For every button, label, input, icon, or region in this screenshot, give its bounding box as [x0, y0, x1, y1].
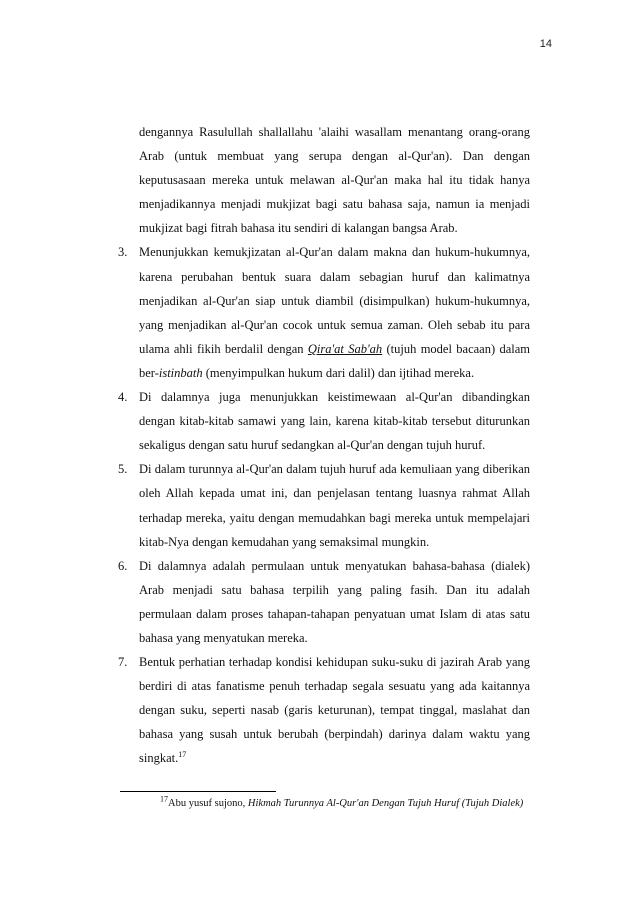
- page-number: 14: [539, 38, 552, 50]
- list-number: 5.: [118, 462, 128, 477]
- text-segment: Menunjukkan kemukjizatan al-Qur'an dalam makna dan hukum-hukumnya, karena perubahan bentuk suara dalam sebagian huruf dan kalimatnya menjadikan al-Qur'an siap untuk diambil (disimpulkan) hukum-hukumnya, yang menjadikan al-Qur'an cocok untuk semua zaman. Oleh sebab itu para ulama ahli fikih berdalil dengan: [139, 245, 530, 356]
- list-number: 4.: [118, 390, 128, 405]
- text-segment: (menyimpulkan hukum dari dalil) dan ijtihad mereka.: [202, 365, 475, 380]
- list-item-text: [139, 650, 530, 770]
- qiraat-term: Qira'at Sab'ah: [307, 341, 383, 356]
- list-number: 6.: [118, 558, 128, 573]
- list-item-text: Di dalamnya adalah permulaan untuk menyatukan bahasa-bahasa (dialek) Arab menjadi satu bahasa terpilih yang paling fasih. Dan itu adalah permulaan dalam proses tahapan-tahapan penyatuan umat Islam di atas satu bahasa yang menyatukan mereka.: [139, 558, 530, 645]
- list-item-3: [118, 240, 530, 385]
- list-item-4: [118, 385, 530, 457]
- list-number: 7.: [118, 655, 128, 670]
- list-number: 3.: [118, 245, 128, 260]
- list-item-text: Di dalamnya juga menunjukkan keistimewaan al-Qur'an dibandingkan dengan kitab-kitab samawi yang lain, karena kitab-kitab tersebut diturunkan sekaligus dengan satu huruf sedangkan al-Qur'an dengan tujuh huruf.: [139, 390, 530, 453]
- list-item-7: [118, 650, 530, 770]
- text-segment: Bentuk perhatian terhadap kondisi kehidupan suku-suku di jazirah Arab yang berdiri di atas fanatisme penuh terhadap segala sesuatu yang ada kaitannya dengan suku, seperti nasab (garis keturunan), tempat tinggal, maslahat dan bahasa yang susah untuk berubah (berpindah) darinya dalam waktu yang singkat.: [139, 655, 530, 766]
- footnote-title: Hikmah Turunnya Al-Qur'an Dengan Tujuh Huruf (Tujuh Dialek): [247, 798, 524, 809]
- list-item-text: Di dalam turunnya al-Qur'an dalam tujuh huruf ada kemuliaan yang diberikan oleh Allah kepada umat ini, dan penjelasan tentang luasnya rahmat Allah terhadap mereka, yaitu dengan memudahkan bagi mereka untuk mempelajari kitab-Nya dengan kemudahan yang semaksimal mungkin.: [139, 462, 530, 549]
- footnote-number: 17: [160, 794, 168, 804]
- footnote-author: Abu yusuf sujono,: [168, 798, 248, 809]
- footnote-ref: 17: [178, 750, 187, 760]
- footnote-divider: [120, 791, 276, 792]
- istinbath-term: istinbath: [158, 365, 203, 380]
- footnote: [160, 794, 524, 811]
- continuation-paragraph: dengannya Rasulullah shallallahu 'alaihi wasallam menantang orang-orang Arab (untuk membuat yang serupa dengan al-Qur'an). Dan dengan keputusasaan mereka untuk melawan al-Qur'an maka hal itu tidak hanya menjadikannya menjadi mukjizat bagi satu bahasa saja, namun ia menjadi mukjizat bagi fitrah bahasa itu sendiri di kalangan bangsa Arab.: [139, 125, 530, 236]
- body-text: [118, 120, 530, 771]
- text-segment: (tujuh model bacaan) dalam ber-: [139, 341, 531, 380]
- list-item-6: [118, 554, 530, 650]
- list-item-5: [118, 457, 530, 553]
- list-item-text: [139, 240, 530, 385]
